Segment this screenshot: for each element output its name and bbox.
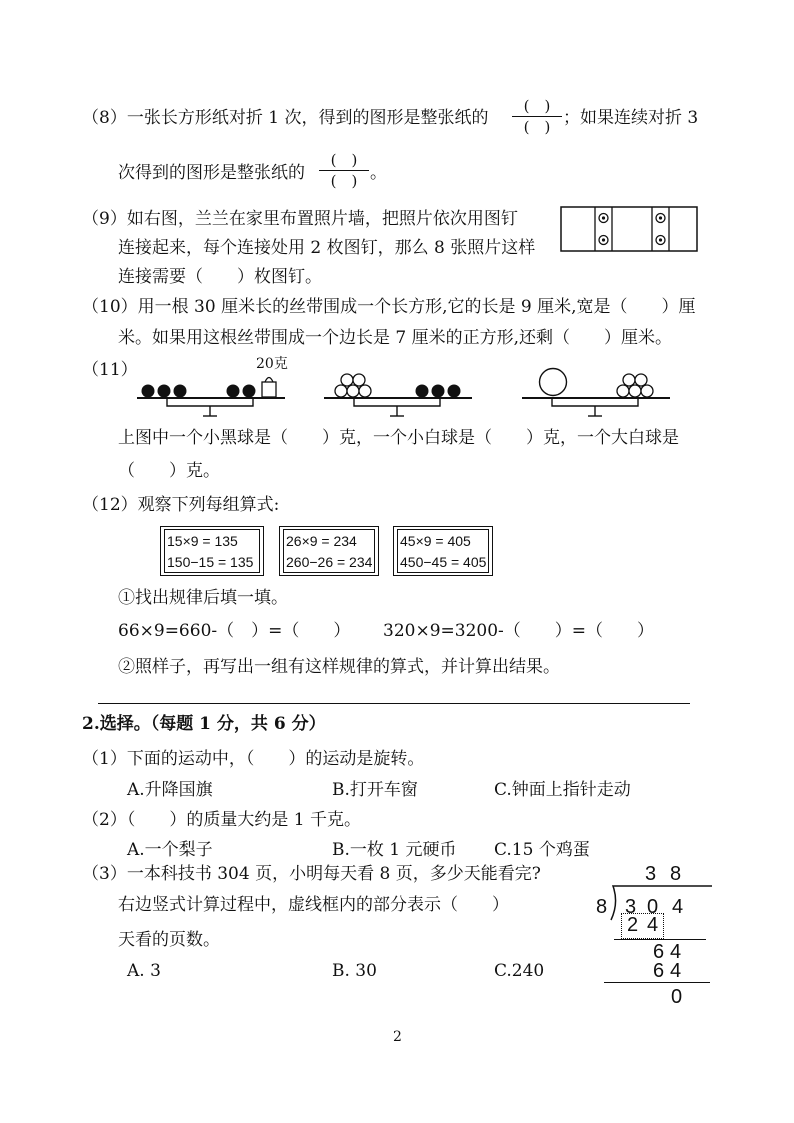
step3-ones: 4 xyxy=(670,960,682,982)
choice3-option-c[interactable]: C.240 xyxy=(494,961,545,981)
equation-box-2-line1: 26×9 = 234 xyxy=(286,533,357,549)
q8-line2: 次得到的图形是整张纸的 xyxy=(118,163,305,183)
choice2-option-c[interactable]: C.15 个鸡蛋 xyxy=(494,840,590,860)
page-number: 2 xyxy=(393,1029,402,1045)
divisor: 8 xyxy=(596,896,608,918)
balance-scale-3 xyxy=(520,362,680,420)
q8-line1: （8）一张长方形纸对折 1 次，得到的图形是整张纸的 xyxy=(82,108,489,128)
choice3-line2: 右边竖式计算过程中，虚线框内的部分表示（ ） xyxy=(118,895,509,915)
q12-eq1[interactable]: 66×9=660-（ ）=（ ） xyxy=(118,621,351,641)
q9-line1: （9）如右图，兰兰在家里布置照片墙，把照片依次用图钉 xyxy=(82,209,518,229)
q8-fraction-1 xyxy=(512,97,562,137)
q8-fraction-2 xyxy=(319,151,369,191)
step1-tens: 2 xyxy=(627,914,639,936)
choice2-option-b[interactable]: B.一枚 1 元硬币 xyxy=(332,840,457,860)
fraction-bar xyxy=(512,116,562,117)
fraction-bar xyxy=(319,170,369,171)
q9-line3: 连接需要（ ）枚图钉。 xyxy=(118,267,322,287)
equation-box-1-line2: 150−15 = 135 xyxy=(167,554,254,570)
equation-box-3 xyxy=(393,526,493,576)
q12-sub1: ①找出规律后填一填。 xyxy=(118,588,288,608)
choice3-line3: 天看的页数。 xyxy=(118,930,220,950)
section2-title: 2.选择。（每题 1 分，共 6 分） xyxy=(82,714,326,734)
photo-wall-figure xyxy=(560,205,700,255)
division-rule-2 xyxy=(604,982,710,983)
step2-ones: 4 xyxy=(670,941,682,963)
balance-scale-1 xyxy=(135,370,295,420)
q12-eq2[interactable]: 320×9=3200-（ ）=（ ） xyxy=(383,621,655,641)
q11-label: （11） xyxy=(82,360,138,380)
q12-label: （12）观察下列每组算式: xyxy=(82,495,280,515)
answer-line[interactable] xyxy=(98,703,690,704)
balance-scale-2 xyxy=(322,370,482,420)
q12-sub2: ②照样子，再写出一组有这样规律的算式，并计算出结果。 xyxy=(118,657,560,677)
q8-frac1-denominator[interactable]: ( ) xyxy=(523,118,551,136)
quotient-tens: 3 xyxy=(645,863,657,885)
equation-box-2-line2: 260−26 = 234 xyxy=(286,554,373,570)
dividend-tens: 0 xyxy=(647,896,659,918)
division-rule-1 xyxy=(614,939,706,940)
quotient-ones: 8 xyxy=(670,863,682,885)
choice3-option-b[interactable]: B. 30 xyxy=(332,961,377,981)
step3-tens: 6 xyxy=(653,960,665,982)
step2-tens: 6 xyxy=(653,941,665,963)
dividend-ones: 4 xyxy=(672,896,684,918)
q8-line2-period: 。 xyxy=(370,163,387,183)
q8-frac2-denominator[interactable]: ( ) xyxy=(330,172,358,190)
choice1-option-c[interactable]: C.钟面上指针走动 xyxy=(494,780,631,800)
weight-label: 20克 xyxy=(256,356,288,372)
equation-box-1 xyxy=(160,526,264,576)
dividend-hundreds: 3 xyxy=(625,896,637,918)
q11-line1: 上图中一个小黑球是（ ）克，一个小白球是（ ）克，一个大白球是 xyxy=(118,428,679,448)
choice3-option-a[interactable]: A. 3 xyxy=(127,961,161,981)
equation-box-2 xyxy=(279,526,379,576)
choice2-question: （2）（ ）的质量大约是 1 千克。 xyxy=(82,810,361,830)
equation-box-1-line1: 15×9 = 135 xyxy=(167,533,238,549)
q8-frac2-numerator[interactable]: ( ) xyxy=(330,151,358,169)
choice1-question: （1）下面的运动中，（ ）的运动是旋转。 xyxy=(82,749,425,769)
equation-box-3-line2: 450−45 = 405 xyxy=(400,554,487,570)
equation-box-3-line1: 45×9 = 405 xyxy=(400,533,471,549)
q10-line1: （10）用一根 30 厘米长的丝带围成一个长方形,它的长是 9 厘米,宽是（ ）厘 xyxy=(82,297,696,317)
q10-line2: 米。如果用这根丝带围成一个边长是 7 厘米的正方形,还剩（ ）厘米。 xyxy=(118,328,673,348)
q8-line1-tail: ；如果连续对折 3 xyxy=(563,108,699,128)
q8-frac1-numerator[interactable]: ( ) xyxy=(523,97,551,115)
step1-ones: 4 xyxy=(647,914,659,936)
q11-line2: （ ）克。 xyxy=(118,461,220,481)
q9-line2: 连接起来，每个连接处用 2 枚图钉，那么 8 张照片这样 xyxy=(118,238,536,258)
choice2-option-a[interactable]: A.一个梨子 xyxy=(127,840,213,860)
choice3-line1: （3）一本科技书 304 页，小明每天看 8 页，多少天能看完? xyxy=(82,864,541,884)
choice1-option-a[interactable]: A.升降国旗 xyxy=(127,780,213,800)
remainder: 0 xyxy=(671,986,683,1008)
choice1-option-b[interactable]: B.打开车窗 xyxy=(332,780,418,800)
